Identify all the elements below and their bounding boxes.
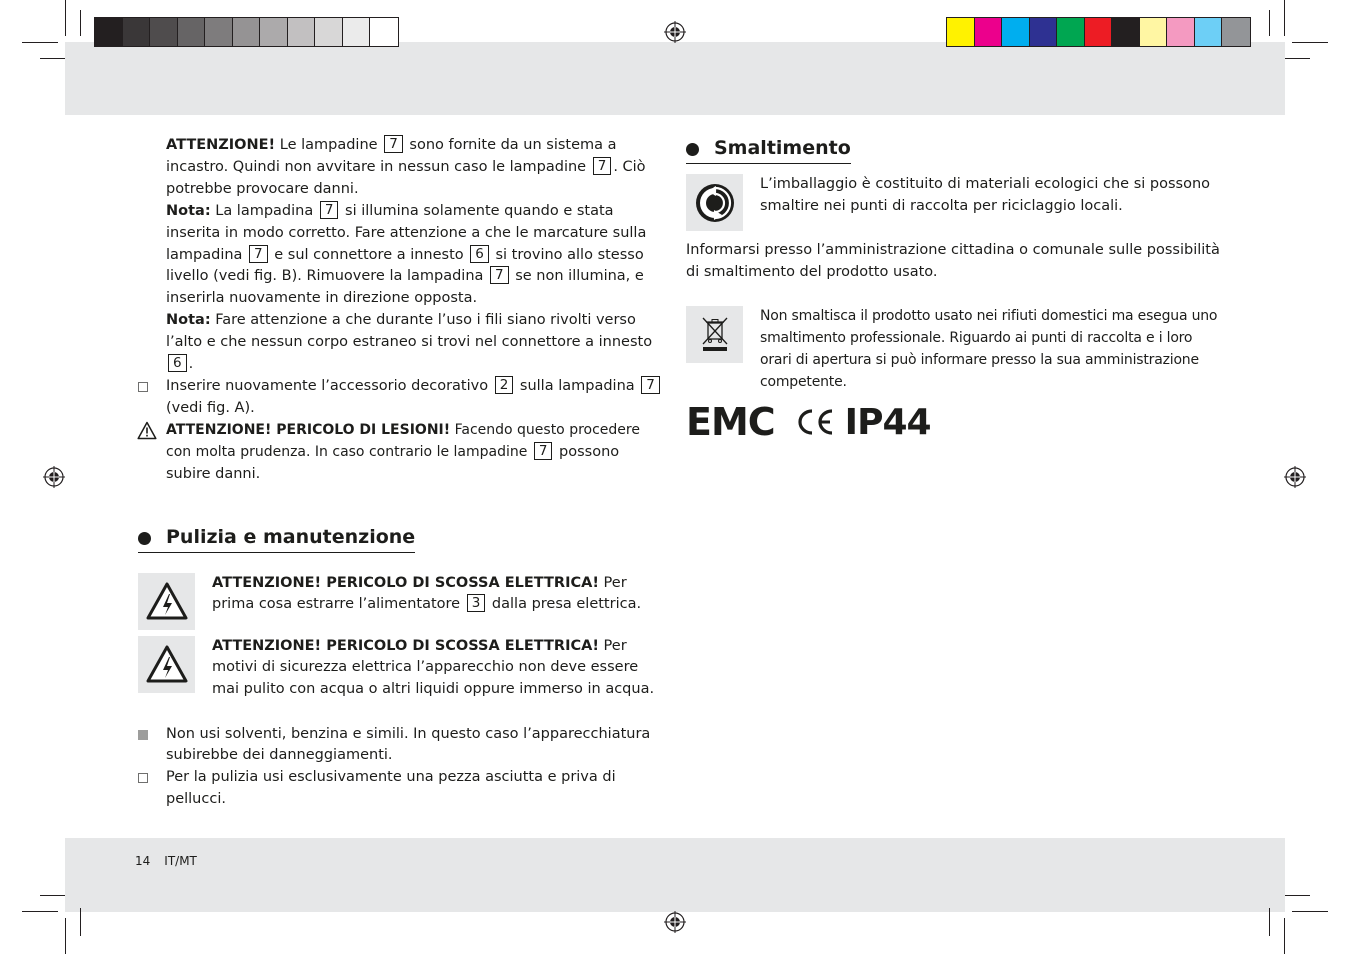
shock-warning-label: ATTENZIONE! PERICOLO DI SCOSSA ELETTRICA! [212, 637, 599, 654]
process-color-bar [946, 17, 1251, 47]
color-swatch [178, 18, 206, 46]
crop-mark [22, 911, 58, 912]
part-ref: 6 [470, 245, 489, 263]
crop-mark [1292, 42, 1328, 43]
part-ref: 6 [168, 354, 187, 372]
note-paragraph: Nota: Fare attenzione a che durante l’uso i fili siano rivolti verso l’alto e che nessun corpo estraneo si trovi nel connettore a innesto 6 . [166, 312, 653, 373]
color-swatch [315, 18, 343, 46]
attention-paragraph: ATTENZIONE! Le lampadine 7 sono fornite da un sistema a incastro. Quindi non avvitare in nessun caso le lampadine 7 . Ciò potrebbe provocare danni. [166, 136, 646, 197]
checkbox-bullet-icon [138, 773, 148, 783]
color-swatch [975, 18, 1003, 46]
crop-mark [40, 895, 65, 896]
crop-mark [1284, 0, 1285, 36]
cleaning-section [138, 524, 668, 553]
list-item: Non usi solventi, benzina e simili. In questo caso l’apparecchiatura subirebbe dei danneggiamenti. [138, 724, 668, 768]
color-swatch [947, 18, 975, 46]
crop-mark [40, 58, 65, 59]
compliance-marks [686, 400, 931, 444]
crop-mark [1269, 10, 1270, 36]
color-swatch [1195, 18, 1223, 46]
color-swatch [233, 18, 261, 46]
attention-label: ATTENZIONE! [166, 137, 276, 153]
page-footer [135, 852, 197, 870]
ip-rating-mark: IP44 [844, 401, 931, 443]
packaging-info: L’imballaggio è costituito di materiali ecologici che si possono smaltire nei punti di raccolta per riciclaggio locali. [686, 174, 1226, 240]
part-ref: 2 [495, 376, 514, 394]
color-swatch [1030, 18, 1058, 46]
electric-shock-icon [138, 573, 195, 630]
color-swatch [1002, 18, 1030, 46]
registration-mark-icon [43, 466, 65, 488]
section-bullet-icon [686, 143, 699, 156]
part-ref: 7 [534, 442, 553, 460]
color-swatch [1140, 18, 1168, 46]
section-heading: Smaltimento [686, 135, 851, 164]
checkbox-bullet-icon [138, 382, 148, 392]
shock-warning-label: ATTENZIONE! PERICOLO DI SCOSSA ELETTRICA! [212, 574, 599, 591]
right-column [686, 135, 1226, 393]
weee-info: Non smaltisca il prodotto usato nei rifiuti domestici ma esegua uno smaltimento professionale. Riguardo ai punti di raccolta e i loro orari di apertura si può informare presso la sua amministrazione competente. [686, 306, 1226, 394]
shock-warning: ATTENZIONE! PERICOLO DI SCOSSA ELETTRICA! Per prima cosa estrarre l’alimentatore 3 dalla presa elettrica. [138, 573, 668, 636]
shock-warning: ATTENZIONE! PERICOLO DI SCOSSA ELETTRICA! Per motivi di sicurezza elettrica l’apparecchio non deve essere mai pulito con acqua o altri liquidi oppure immerso in acqua. [138, 636, 668, 724]
note-paragraph: Nota: La lampadina 7 si illumina solamente quando e stata inserita in modo corretto. Fare attenzione a che le marcature sulla lampadina 7 e sul connettore a innesto 6 si trovino allo stesso livello (vedi fig. B). Rimuovere la lampadina 7 se non illumina, e inserirla nuovamente in direzione opposta. [166, 201, 647, 307]
crop-mark [1285, 58, 1310, 59]
crop-mark [1284, 918, 1285, 954]
part-ref: 7 [384, 135, 403, 153]
list-item: Per la pulizia usi esclusivamente una pezza asciutta e priva di pellucci. [138, 767, 668, 811]
note-label: Nota: [166, 312, 211, 329]
injury-warning-label: ATTENZIONE! PERICOLO DI LESIONI! [166, 421, 451, 438]
language-code: IT/MT [164, 854, 197, 868]
color-swatch [150, 18, 178, 46]
color-swatch [1167, 18, 1195, 46]
square-bullet-icon [138, 730, 148, 740]
warning-triangle-icon [137, 421, 157, 440]
header-band [65, 42, 1285, 115]
part-ref: 7 [641, 376, 660, 394]
color-swatch [123, 18, 151, 46]
green-dot-recycling-icon [686, 174, 743, 231]
crop-mark [80, 908, 81, 936]
registration-mark-icon [1284, 466, 1306, 488]
step-item: Inserire nuovamente l’accessorio decorativo 2 sulla lampadina 7 (vedi fig. A). [138, 376, 668, 420]
color-swatch [1057, 18, 1085, 46]
part-ref: 7 [490, 266, 509, 284]
footer-band [65, 838, 1285, 912]
color-swatch [260, 18, 288, 46]
color-swatch [1085, 18, 1113, 46]
ce-mark-icon [793, 406, 835, 438]
color-swatch [1222, 18, 1250, 46]
page-number: 14 [135, 854, 151, 868]
crop-mark [1292, 911, 1328, 912]
color-swatch [1112, 18, 1140, 46]
crossed-bin-icon [686, 306, 743, 363]
crop-mark [80, 10, 81, 36]
grayscale-color-bar [94, 17, 399, 47]
left-column [138, 135, 668, 811]
crop-mark [65, 918, 66, 954]
crop-mark [1269, 908, 1270, 936]
crop-mark [22, 42, 58, 43]
section-heading: Pulizia e manutenzione [138, 524, 415, 553]
disposal-info: Informarsi presso l’amministrazione cittadina o comunale sulle possibilità di smaltimento del prodotto usato. [686, 242, 1220, 280]
color-swatch [370, 18, 398, 46]
registration-mark-icon [664, 911, 686, 933]
part-ref: 7 [320, 201, 339, 219]
color-swatch [95, 18, 123, 46]
electric-shock-icon [138, 636, 195, 693]
part-ref: 7 [593, 157, 612, 175]
color-swatch [288, 18, 316, 46]
injury-warning: ATTENZIONE! PERICOLO DI LESIONI! Facendo questo procedere con molta prudenza. In caso contrario le lampadine 7 possono subire danni. [138, 420, 668, 486]
registration-mark-icon [664, 21, 686, 43]
crop-mark [65, 0, 66, 36]
color-swatch [205, 18, 233, 46]
note-label: Nota: [166, 202, 211, 219]
part-ref: 3 [467, 594, 486, 612]
emc-mark: EMC [686, 400, 775, 444]
part-ref: 7 [249, 245, 268, 263]
section-bullet-icon [138, 532, 151, 545]
color-swatch [343, 18, 371, 46]
crop-mark [1285, 895, 1310, 896]
